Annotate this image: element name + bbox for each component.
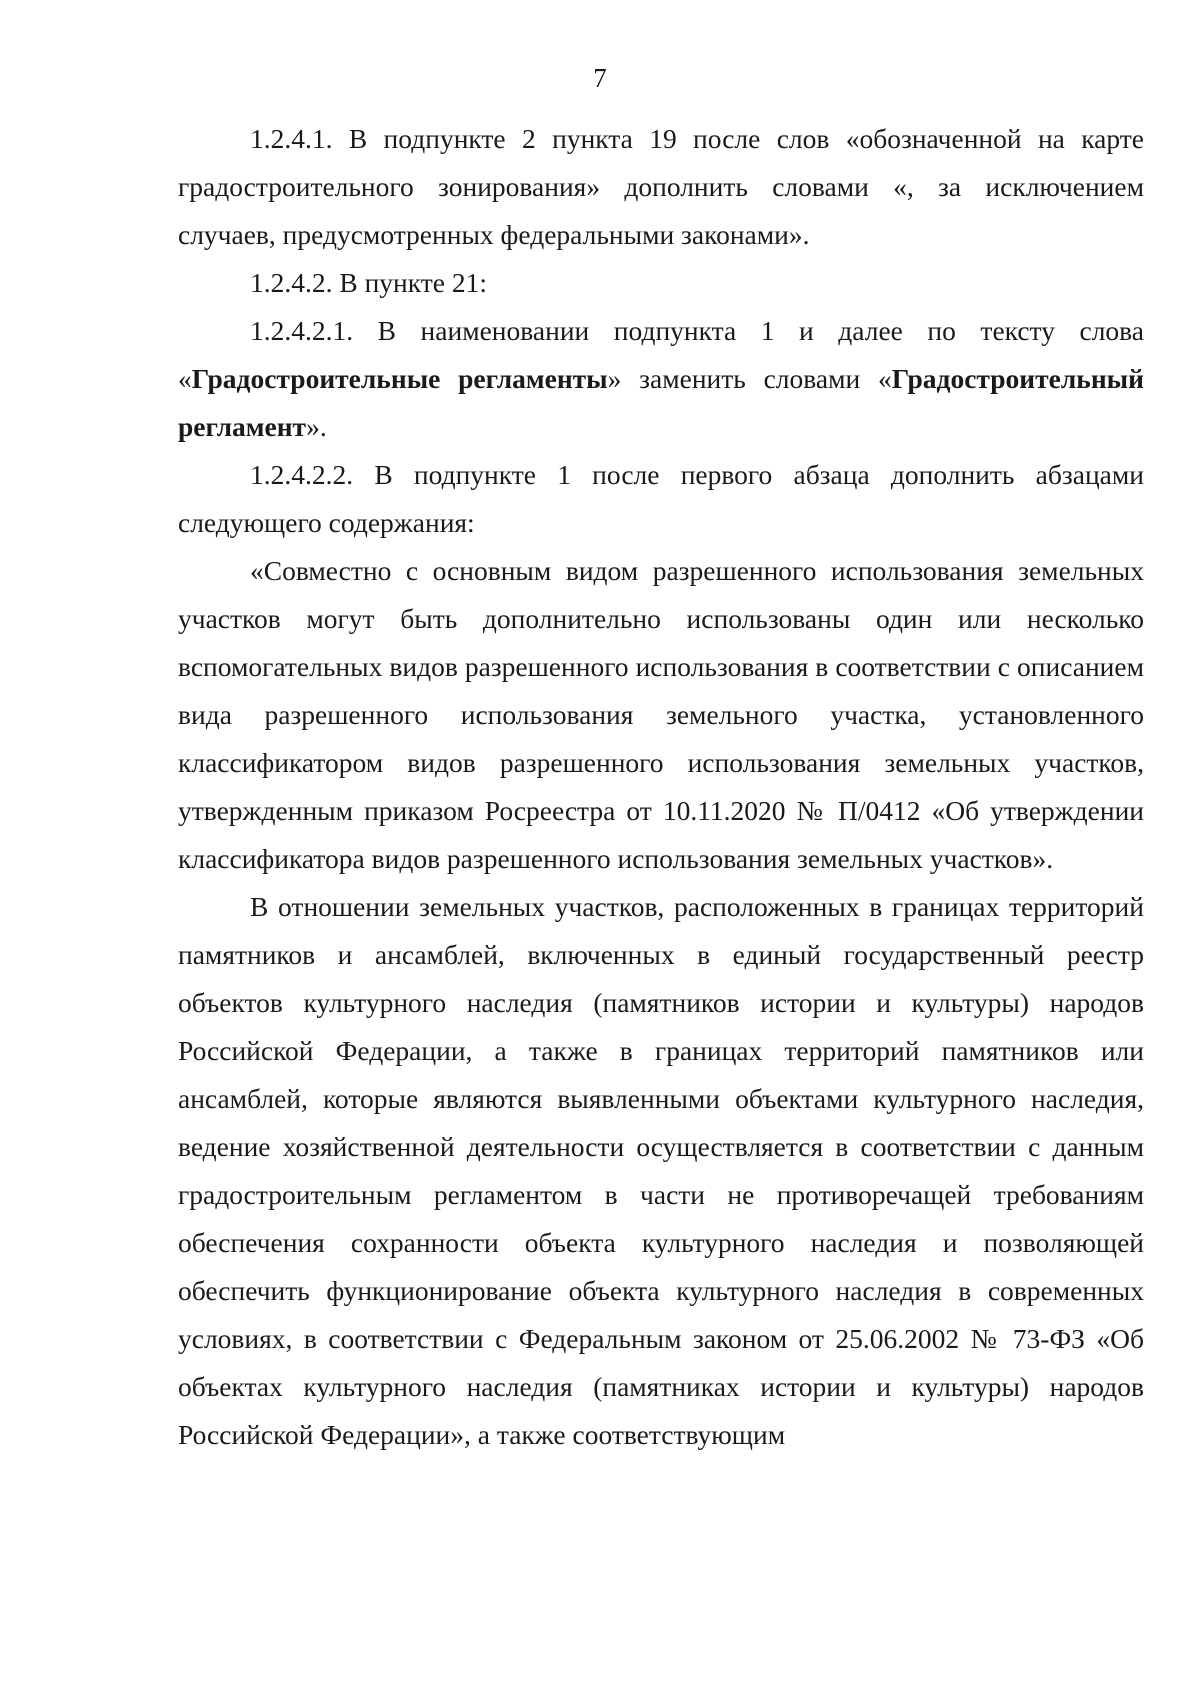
paragraph-quote-2: В отношении земельных участков, расположенных в границах территорий памятников и ансамблей, включенных в единый государственный реестр объектов культурного наследия (памятников истории и культуры) народов Российской Федерации, а также в границах территорий памятников или ансамблей, которые являются выявленными объектами культурного наследия, ведение хозяйственной деятельности осуществляется в соответствии с данным градостроительным регламентом в части не противоречащей требованиям обеспечения сохранности объекта культурного наследия и позволяющей обеспечить функционирование объекта культурного наследия в современных условиях, в соответствии с Федеральным законом от 25.06.2002 № 73-ФЗ «Об объектах культурного наследия (памятниках истории и культуры) народов Российской Федерации», а также соответствующим	[178, 891, 1144, 1450]
paragraph-text: » заменить словами «	[607, 363, 892, 394]
page-number: 7	[593, 63, 607, 93]
paragraph-text: 1.2.4.2.1. В наименовании подпункта 1 и далее по тексту слова «	[178, 315, 1144, 394]
bold-term-new: Градостроительный регламент	[178, 363, 1144, 442]
bold-term-old: Градостроительные регламенты	[191, 363, 608, 394]
paragraph-1-2-4-2-2: 1.2.4.2.2. В подпункте 1 после первого абзаца дополнить абзацами следующего содержания:	[178, 459, 1144, 538]
paragraph-quote-1: «Совместно с основным видом разрешенного использования земельных участков могут быть дополнительно использованы один или несколько вспомогательных видов разрешенного использования в соответствии с описанием вида разрешенного использования земельного участка, установленного классификатором видов разрешенного использования земельных участков, утвержденным приказом Росреестра от 10.11.2020 № П/0412 «Об утверждении классификатора видов разрешенного использования земельных участков».	[178, 555, 1144, 874]
paragraph-1-2-4-1: 1.2.4.1. В подпункте 2 пункта 19 после слов «обозначенной на карте градостроительного зонирования» дополнить словами «, за исключением случаев, предусмотренных федеральными законами».	[178, 123, 1144, 250]
paragraph-1-2-4-2-1	[178, 307, 1144, 451]
paragraph-text: ».	[306, 411, 327, 442]
paragraph-1-2-4-2: 1.2.4.2. В пункте 21:	[250, 267, 488, 298]
document-body	[178, 115, 1144, 1459]
